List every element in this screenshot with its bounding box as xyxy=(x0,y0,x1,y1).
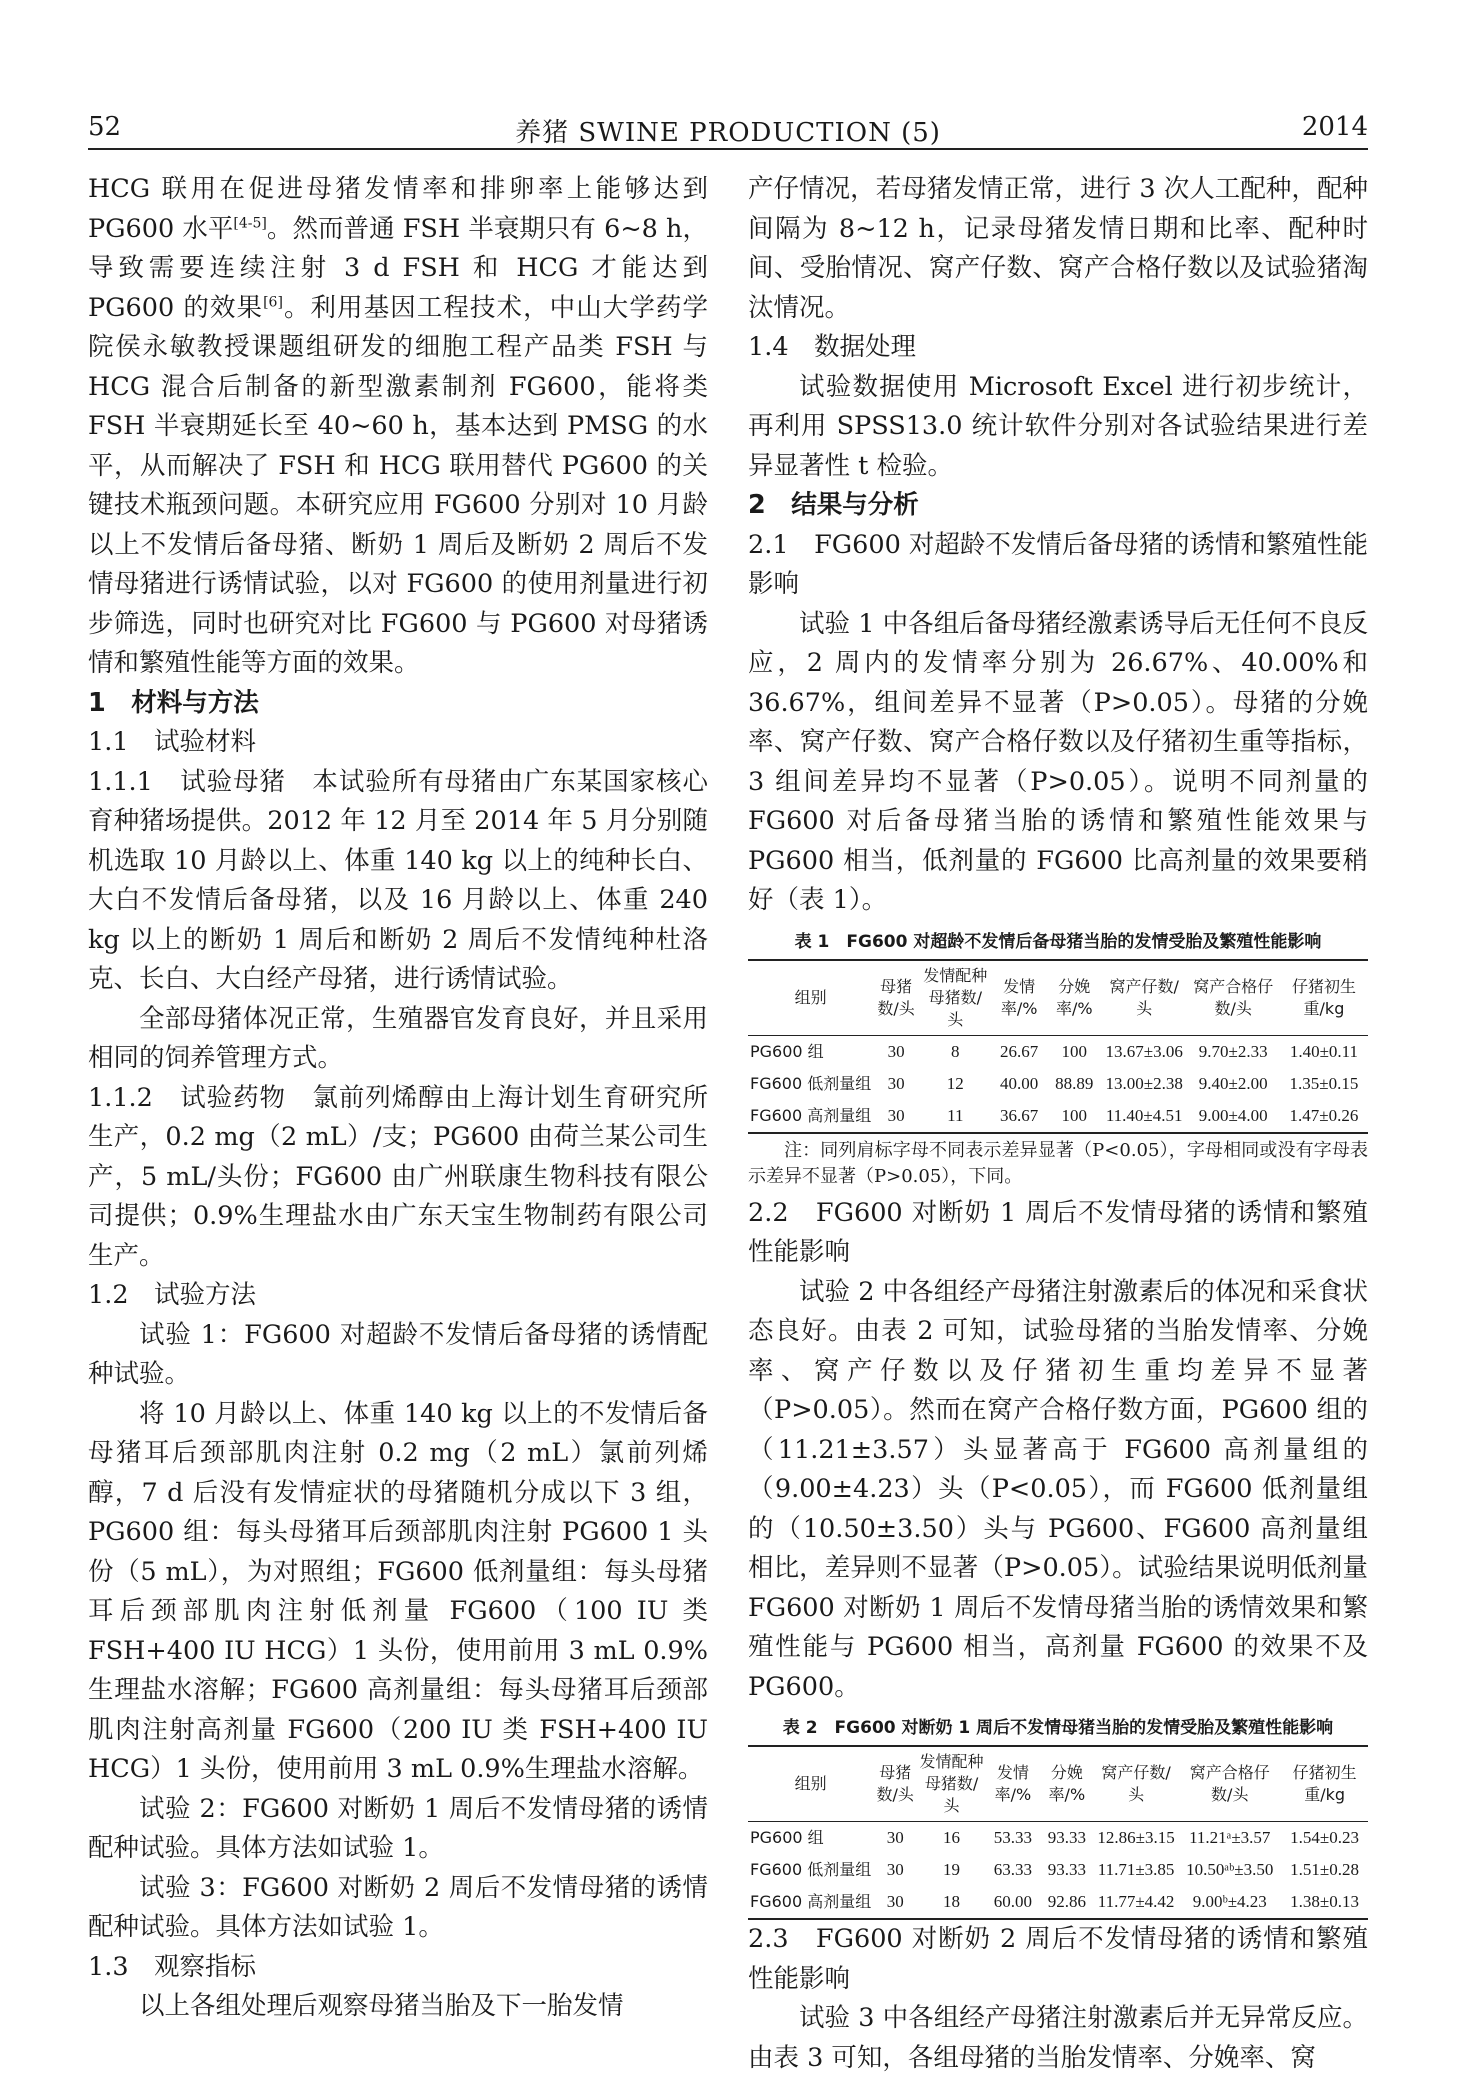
table-header: 组别 xyxy=(748,1746,873,1822)
paragraph: 试验数据使用 Microsoft Excel 进行初步统计，再利用 SPSS13.0 统计软件分别对各试验结果进行差异显著性 t 检验。 xyxy=(748,371,1368,481)
running-header xyxy=(88,108,1368,150)
table-header: 发情配种母猪数/头 xyxy=(919,960,992,1036)
section-heading-2-3: 2.3 FG600 对断奶 2 周后不发情母猪的诱情和繁殖性能影响 xyxy=(748,1924,1368,1994)
section-heading-1: 1 材料与方法 xyxy=(88,687,259,718)
table-header: 发情配种母猪数/头 xyxy=(917,1746,986,1822)
table-header: 分娩率/% xyxy=(1047,960,1102,1036)
section-heading-1-4: 1.4 数据处理 xyxy=(748,332,917,362)
heading-1-1-1: 1.1.1 试验母猪 xyxy=(88,766,286,797)
section-heading-2: 2 结果与分析 xyxy=(748,490,919,520)
section-heading-1-2: 1.2 试验方法 xyxy=(88,1280,257,1310)
citation: [4-5] xyxy=(233,215,267,231)
table-header: 发情率/% xyxy=(986,1746,1040,1822)
page-number: 52 xyxy=(88,112,122,142)
section-heading-2-2: 2.2 FG600 对断奶 1 周后不发情母猪的诱情和繁殖性能影响 xyxy=(748,1197,1368,1267)
paragraph: 试验 2：FG600 对断奶 1 周后不发情母猪的诱情配种试验。具体方法如试验 1。 xyxy=(88,1793,708,1863)
table-header: 组别 xyxy=(748,960,873,1036)
citation: [6] xyxy=(263,294,283,310)
table-header: 发情率/% xyxy=(992,960,1047,1036)
table-1-caption: 表 1 FG600 对超龄不发情后备母猪当胎的发情受胎及繁殖性能影响 xyxy=(794,931,1322,952)
table-header: 仔猪初生重/kg xyxy=(1280,960,1368,1036)
table-row: PG600 组 30 8 26.67 100 13.67±3.06 9.70±2.33 1.40±0.11 xyxy=(750,1041,1359,1061)
paragraph-1-1-2: 1.1.2 试验药物 氯前列烯醇由上海计划生育研究所生产，0.2 mg（2 mL）/支；PG600 由荷兰某公司生产，5 mL/头份；FG600 由广州联康生物科技有限公司提供；0.9%生理盐水由广东天宝生物制药有限公司生产。 xyxy=(88,1082,708,1271)
table-2 xyxy=(748,1745,1368,1920)
paragraph: 试验 3 中各组经产母猪注射激素后并无异常反应。由表 3 可知，各组母猪的当胎发情率、分娩率、窝 xyxy=(748,2003,1368,2073)
section-heading-1-1: 1.1 试验材料 xyxy=(88,727,257,757)
section-heading-2-1: 2.1 FG600 对超龄不发情后备母猪的诱情和繁殖性能影响 xyxy=(748,529,1368,599)
paragraph: 产仔情况，若母猪发情正常，进行 3 次人工配种，配种间隔为 8~12 h，记录母猪发情日期和比率、配种时间、受胎情况、窝产仔数、窝产合格仔数以及试验猪淘汰情况。 xyxy=(748,174,1368,323)
table-row: FG600 低剂量组 30 12 40.00 88.89 13.00±2.38 9.40±2.00 1.35±0.15 xyxy=(750,1073,1359,1093)
paragraph: 全部母猪体况正常，生殖器官发育良好，并且采用相同的饲养管理方式。 xyxy=(88,1003,708,1073)
table-header: 母猪数/头 xyxy=(873,960,919,1036)
table-2-caption: 表 2 FG600 对断奶 1 周后不发情母猪当胎的发情受胎及繁殖性能影响 xyxy=(782,1718,1334,1738)
table-row: FG600 低剂量组 30 19 63.33 93.33 11.71±3.85 10.50ᵃᵇ±3.50 1.51±0.28 xyxy=(750,1860,1360,1879)
table-row: FG600 高剂量组 30 11 36.67 100 11.40±4.51 9.00±4.00 1.47±0.26 xyxy=(748,1100,1368,1133)
left-column xyxy=(88,170,708,2030)
table-header: 窝产合格仔数/头 xyxy=(1178,1746,1281,1822)
journal-title: 养猪 SWINE PRODUCTION (5) xyxy=(515,118,941,148)
table-header: 母猪数/头 xyxy=(873,1746,917,1822)
paragraph: 试验 1 中各组后备母猪经激素诱导后无任何不良反应，2 周内的发情率分别为 26.67%、40.00%和 36.67%，组间差异不显著（P>0.05）。母猪的分娩率、窝产仔数、窝产合格仔数以及仔猪初生重等指标，3 组间差异均不显著（P>0.05）。说明不同剂量的 FG600 对后备母猪当胎的诱情和繁殖性能效果与 PG600 相当，低剂量的 FG600 比高剂量的效果要稍好（表 1）。 xyxy=(748,608,1368,915)
publication-year: 2014 xyxy=(1301,112,1368,142)
table-1 xyxy=(748,959,1368,1134)
table-row: FG600 高剂量组 30 18 60.00 92.86 11.77±4.42 9.00ᵇ±4.23 1.38±0.13 xyxy=(748,1886,1368,1919)
heading-1-1-2: 1.1.2 试验药物 xyxy=(88,1082,286,1113)
section-heading-1-3: 1.3 观察指标 xyxy=(88,1951,257,1982)
table-header: 分娩率/% xyxy=(1040,1746,1094,1822)
table-header: 窝产合格仔数/头 xyxy=(1187,960,1280,1036)
table-header: 仔猪初生重/kg xyxy=(1281,1746,1368,1822)
intro-paragraph: HCG 联用在促进母猪发情率和排卵率上能够达到 PG600 水平[4-5]。然而普通 FSH 半衰期只有 6~8 h，导致需要连续注射 3 d FSH 和 HCG 才能达到 PG600 的效果[6]。利用基因工程技术，中山大学药学院侯永敏教授课题组研发的细胞工程产品类 FSH 与 HCG 混合后制备的新型激素制剂 FG600，能将类 FSH 半衰期延长至 40~60 h，基本达到 PMSG 的水平，从而解决了 FSH 和 HCG 联用替代 PG600 的关键技术瓶颈问题。本研究应用 FG600 分别对 10 月龄以上不发情后备母猪、断奶 1 周后及断奶 2 周后不发情母猪进行诱情试验，以对 FG600 的使用剂量进行初步筛选，同时也研究对比 FG600 与 PG600 对母猪诱情和繁殖性能等方面的效果。 xyxy=(88,174,709,678)
table-row: PG600 组 30 16 53.33 93.33 12.86±3.15 11.21ᵃ±3.57 1.54±0.23 xyxy=(750,1828,1360,1847)
table-header: 窝产仔数/头 xyxy=(1102,960,1187,1036)
right-column xyxy=(748,170,1368,2073)
paragraph: 将 10 月龄以上、体重 140 kg 以上的不发情后备母猪耳后颈部肌肉注射 0.2 mg（2 mL）氯前列烯醇，7 d 后没有发情症状的母猪随机分成以下 3 组，PG600 组：每头母猪耳后颈部肌肉注射 PG600 1 头份（5 mL），为对照组；FG600 低剂量组：每头母猪耳后颈部肌肉注射低剂量 FG600（100 IU 类 FSH+400 IU HCG）1 头份，使用前用 3 mL 0.9%生理盐水溶解；FG600 高剂量组：每头母猪耳后颈部肌肉注射高剂量 FG600（200 IU 类 FSH+400 IU HCG）1 头份，使用前用 3 mL 0.9%生理盐水溶解。 xyxy=(88,1398,708,1784)
paragraph: 试验 2 中各组经产母猪注射激素后的体况和采食状态良好。由表 2 可知，试验母猪的当胎发情率、分娩率、窝产仔数以及仔猪初生重均差异不显著（P>0.05）。然而在窝产合格仔数方面，PG600 组的（11.21±3.57）头显著高于 FG600 高剂量组的（9.00±4.23）头（P<0.05），而 FG600 低剂量组的（10.50±3.50）头与 PG600、FG600 高剂量组相比，差异则不显著（P>0.05）。试验结果说明低剂量 FG600 对断奶 1 周后不发情母猪当胎的诱情效果和繁殖性能与 PG600 相当，高剂量 FG600 的效果不及 PG600。 xyxy=(748,1276,1368,1702)
paragraph: 试验 1：FG600 对超龄不发情后备母猪的诱情配种试验。 xyxy=(88,1319,708,1389)
paragraph: 试验 3：FG600 对断奶 2 周后不发情母猪的诱情配种试验。具体方法如试验 1。 xyxy=(88,1872,708,1942)
paragraph: 以上各组处理后观察母猪当胎及下一胎发情 xyxy=(139,1991,624,2021)
paragraph-1-1-1: 1.1.1 试验母猪 本试验所有母猪由广东某国家核心育种猪场提供。2012 年 12 月至 2014 年 5 月分别随机选取 10 月龄以上、体重 140 kg 以上的纯种长白、大白不发情后备母猪，以及 16 月龄以上、体重 240 kg 以上的断奶 1 周后和断奶 2 周后不发情纯种杜洛克、长白、大白经产母猪，进行诱情试验。 xyxy=(88,766,708,994)
table-1-note: 注：同列肩标字母不同表示差异显著（P<0.05），字母相同或没有字母表示差异不显著（P>0.05），下同。 xyxy=(748,1139,1368,1187)
table-header: 窝产仔数/头 xyxy=(1094,1746,1178,1822)
